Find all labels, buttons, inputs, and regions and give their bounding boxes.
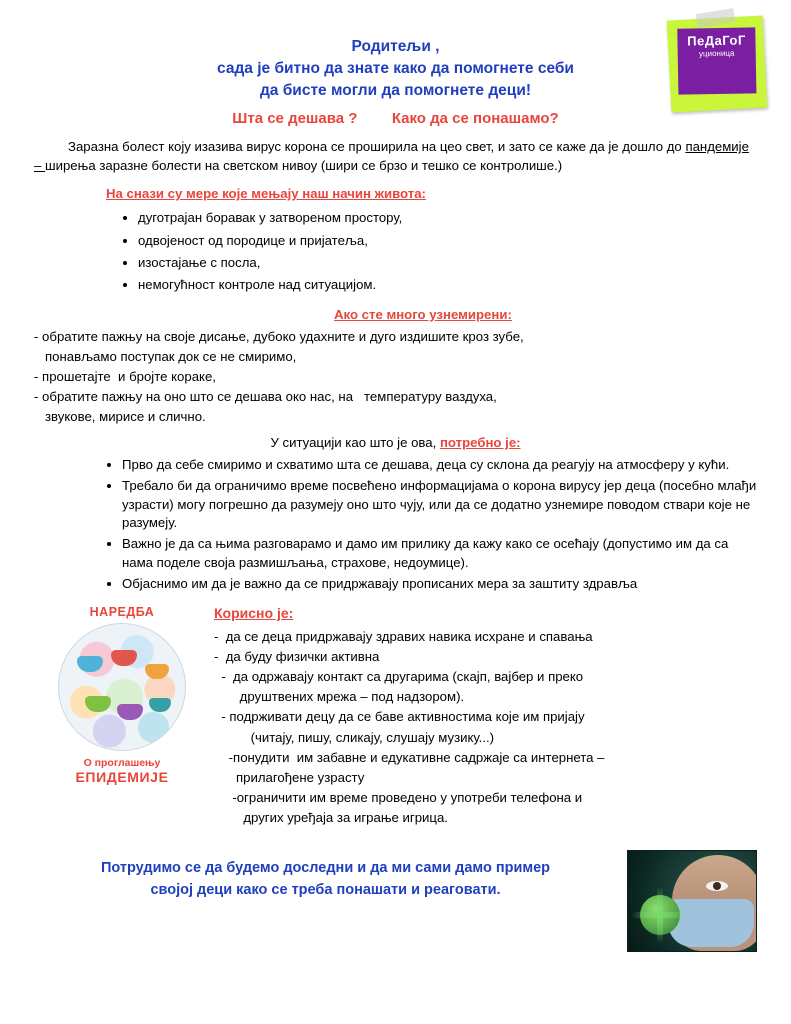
mask-icon — [111, 650, 137, 666]
text-line: - обратите пажњу на оно што се дешава око нас, на температуру ваздуха, — [34, 388, 497, 404]
logo-subtitle: уционица — [698, 48, 735, 58]
text-line: (читају, пишу, сликају, слушају музику...) — [214, 729, 495, 745]
text-line: друштвених мрежа – под надзором). — [214, 689, 465, 705]
intro-underlined: пандемије – — [34, 139, 749, 174]
text-line: других уређаја за играње игрица. — [214, 809, 448, 825]
mask-icon — [85, 696, 111, 712]
subtitle-right: Како да се понашамо? — [391, 110, 559, 127]
subtitle-left: Шта се дешава ? — [232, 110, 358, 127]
poster-caption-line-2: ЕПИДЕМИЈЕ — [75, 769, 169, 786]
poster-caption-line-1: О проглашењу — [83, 757, 161, 770]
mask-icon — [117, 704, 143, 720]
list-item: • дуготрајан боравак у затвореном простору, — [138, 207, 757, 228]
section-3-list — [34, 456, 757, 593]
mask-icon — [149, 698, 171, 712]
footer-line-2: својој деци како се треба понашати и реаговати. — [150, 881, 501, 898]
intro-paragraph — [34, 137, 757, 175]
footer-line-1: Потрудимо се да будемо доследни и да ми сами дамо пример — [100, 859, 551, 876]
text-line: - прошетајте и бројте кораке, — [34, 368, 216, 384]
list-item: • Важно је да са њима разговарамо и дамо им прилику да кажу како се осећају (допустимо им да са нама поделе своја размишљања, страхове, недоумице). — [122, 535, 757, 572]
text-line: -ограничити им време проведено у употреби телефона и — [214, 789, 583, 805]
section-1-list — [34, 207, 757, 296]
pedagoguionica-logo — [667, 16, 768, 113]
poster-block — [34, 605, 210, 828]
page-title — [34, 36, 757, 102]
list-item: • Објаснимо им да је важно да се придржавају прописаних мера за заштиту здравља — [122, 575, 757, 594]
surgical-mask-icon — [668, 899, 754, 947]
section-3-lead-text: У ситуацији као што је ова, — [270, 435, 440, 451]
middle-section — [34, 605, 757, 828]
section-2-heading: Ако сте много узнемирени: — [334, 306, 512, 322]
footer-section — [34, 850, 757, 952]
list-item: • Требало би да ограничимо време посвећено информацијама о корона вирусу јер деца (посебно млађи узрасти) могу погрешно да разумеју оно што чују, или да се додатно узнемире поводом ствари које не разумеју. — [122, 477, 757, 533]
section-3-lead — [34, 435, 757, 450]
poster-caption — [34, 757, 210, 785]
useful-block — [210, 605, 757, 828]
list-item: • одвојеност од породице и пријатеља, — [138, 230, 757, 251]
text-line: понављамо поступак док се не смиримо, — [34, 348, 297, 364]
text-line: звукове, мирисе и слично. — [34, 409, 206, 425]
poster-naredba-label: НАРЕДБА — [89, 605, 155, 620]
title-line-3: да бисте могли да помогнете деци! — [259, 82, 532, 99]
text-line: прилагођене узрасту — [214, 769, 365, 785]
text-line: -понудити им забавне и едукативне садржаје са интернета – — [214, 749, 605, 765]
section-2-lines — [34, 327, 757, 427]
text-line: - да се деца придржавају здравих навика исхране и спавања — [214, 629, 593, 645]
logo-inner — [677, 27, 756, 94]
people-with-masks-icon — [58, 623, 186, 751]
title-line-2: сада је битно да знате како да помогнете себи — [217, 60, 574, 77]
intro-text-b: ширења заразне болести на светском нивоу (шири се брзо и тешко се контролише.) — [45, 158, 563, 174]
footer-message — [34, 850, 627, 902]
text-line: - да одржавају контакт са другарима (скајп, вајбер и преко — [214, 669, 584, 685]
subtitle — [34, 110, 757, 127]
tape-icon — [696, 8, 736, 28]
list-item: • немогућност контроле над ситуацијом. — [138, 274, 757, 295]
eye-icon — [706, 881, 728, 891]
text-line: - обратите пажњу на своје дисање, дубоко удахните и дуго издишите кроз зубе, — [34, 328, 524, 344]
section-1-heading: На снази су мере које мењају наш начин живота: — [106, 186, 426, 202]
section-4-heading: Корисно је: — [214, 605, 294, 622]
intro-text-a: Заразна болест коју изазива вирус корона се проширила на цео свет, и зато се каже да је дошло до — [68, 139, 686, 154]
list-item: • Прво да себе смиримо и схватимо шта се дешава, деца су склона да реагују на атмосферу у кући. — [122, 456, 757, 475]
virus-icon — [640, 895, 680, 935]
section-3-lead-highlight: потребно је: — [439, 435, 521, 451]
mask-icon — [77, 656, 103, 672]
masked-person-photo — [627, 850, 757, 952]
mask-icon — [145, 664, 169, 679]
text-line: - подрживати децу да се баве активностима које им пријају — [214, 709, 585, 725]
list-item: • изостајање с посла, — [138, 252, 757, 273]
logo-title: ПеДаГоГ — [687, 32, 746, 49]
title-line-1: Родитељи , — [351, 38, 440, 55]
text-line: - да буду физички активна — [214, 649, 380, 665]
